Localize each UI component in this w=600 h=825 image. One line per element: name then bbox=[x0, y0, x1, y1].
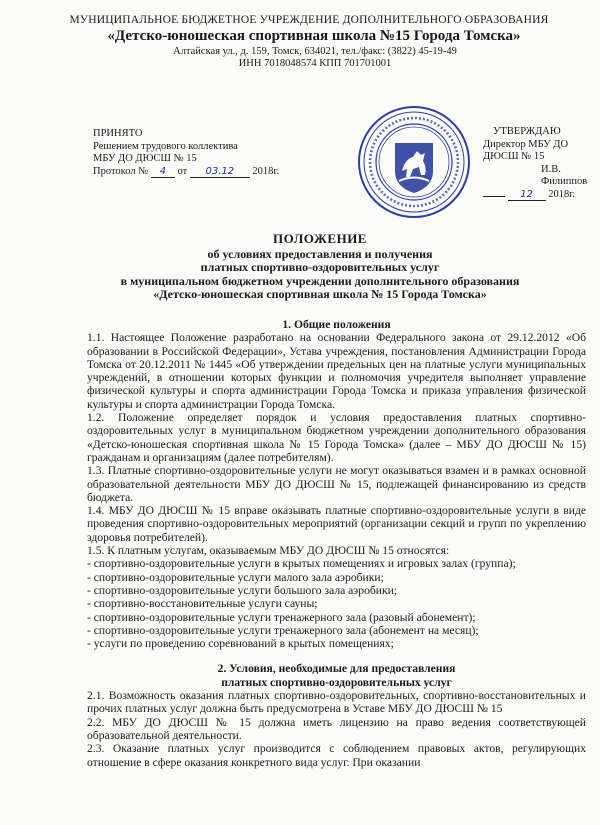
letterhead bbox=[0, 14, 600, 69]
clause-1-1: 1.1. Настоящее Положение разработано на основании Федерального закона от 29.12.2012 «Об образовании в Российской Федерации», Устава учреждения, постановления Администрации Города Томска от 20.12.2011 № 1445 «Об утверждении предельных цен на платные услуги муниципальных учреждений, в отношении которых функции и полномочия учредителя выполняет управление физической культуры и спорта администрации Города Томска и приказа управления физической культуры и спорта администрации Города Томска. bbox=[87, 331, 586, 411]
clause-2-2: 2.2. МБУ ДО ДЮСШ № 15 должна иметь лицензию на право ведения соответствующей образовательной деятельности. bbox=[87, 715, 586, 742]
clause-1-3: 1.3. Платные спортивно-оздоровительные услуги не могут оказываться взамен и в рамках основной образовательной деятельности МБУ ДО ДЮСШ № 15, подлежащей финансированию из средств бюджета. bbox=[87, 464, 586, 504]
approver-position: Директор МБУ ДО bbox=[483, 138, 569, 150]
accepted-title: ПРИНЯТО bbox=[93, 128, 143, 139]
clause-1-2: 1.2. Положение определяет порядок и условия предоставления платных спортивно-оздоровительных услуг в муниципальном бюджетном учреждении дополнительного образования «Детско-юношеская спортивная школа № 15 Города Томска» (далее – МБУ ДО ДЮСШ № 15) гражданам и организациям (далее потребителям). bbox=[87, 411, 586, 464]
document-title-line3: в муниципальном бюджетном учреждении дополнительного образования bbox=[120, 273, 520, 288]
document-title bbox=[60, 232, 580, 302]
org-type: МУНИЦИПАЛЬНОЕ БЮДЖЕТНОЕ УЧРЕЖДЕНИЕ ДОПОЛНИТЕЛЬНОГО ОБРАЗОВАНИЯ bbox=[69, 14, 549, 26]
org-tax-ids: ИНН 7018048574 КПП 701701001 bbox=[238, 58, 392, 69]
list-item: - спортивно-оздоровительные услуги малого зала аэробики; bbox=[87, 570, 384, 584]
protocol-from-label: от bbox=[177, 165, 188, 177]
section1-heading: 1. Общие положения bbox=[282, 318, 391, 331]
clause-2-3: 2.3. Оказание платных услуг производится с соблюдением правовых актов, регулирующих отношение в сфере оказания конкретного вида услуг. При оказании bbox=[87, 742, 586, 769]
approved-title: УТВЕРЖДАЮ bbox=[493, 126, 561, 137]
protocol-line bbox=[93, 166, 279, 179]
document-title-main: ПОЛОЖЕНИЕ bbox=[273, 231, 367, 246]
document-title-line2: платных спортивно-оздоровительных услуг bbox=[200, 260, 440, 274]
approval-year: 2018г. bbox=[548, 188, 575, 200]
accepted-block bbox=[93, 128, 279, 178]
approval-date-line bbox=[483, 189, 600, 202]
clause-1-4: 1.4. МБУ ДО ДЮСШ № 15 вправе оказывать платные спортивно-оздоровительные услуги в виде проведения спортивно-оздоровительных мероприятий (организации секций и групп по укреплению здоровья потребителей). bbox=[87, 504, 586, 544]
clause-2-1: 2.1. Возможность оказания платных спортивно-оздоровительных, спортивно-восстановительных и прочих платных услуг должна быть предусмотрена в Уставе МБУ ДО ДЮСШ № 15 bbox=[87, 689, 586, 716]
protocol-number: 4 bbox=[151, 167, 175, 178]
list-item: - спортивно-оздоровительные услуги большого зала аэробики; bbox=[87, 583, 398, 597]
accepted-org-line: МБУ ДО ДЮСШ № 15 bbox=[93, 153, 197, 164]
list-item: - спортивно-оздоровительные услуги тренажерного зала (абонемент на месяц); bbox=[87, 623, 479, 637]
approver-name: И.В. Филиппов bbox=[541, 163, 588, 187]
document-title-line4: «Детско-юношеская спортивная школа № 15 Города Томска» bbox=[153, 287, 487, 301]
org-name: «Детско-юношеская спортивная школа №15 Города Томска» bbox=[107, 28, 521, 44]
protocol-prefix: Протокол № bbox=[93, 165, 149, 177]
approved-block bbox=[483, 126, 600, 201]
list-item: - услуги по проведению соревнований в крытых помещениях; bbox=[87, 637, 394, 651]
approver-org: ДЮСШ № 15 bbox=[483, 151, 545, 162]
document-title-line1: об условиях предоставления и получения bbox=[207, 246, 433, 261]
approval-day bbox=[483, 196, 505, 197]
list-item: - спортивно-оздоровительные услуги в крытых помещениях и игровых залах (группа); bbox=[87, 557, 516, 571]
list-item: - спортивно-восстановительные услуги сауны; bbox=[87, 597, 318, 611]
list-item: - спортивно-оздоровительные услуги тренажерного зала (разовый абонемент); bbox=[87, 610, 476, 624]
official-seal-icon bbox=[355, 103, 473, 221]
document-body bbox=[87, 318, 586, 769]
section2-heading-line1: 2. Условия, необходимые для предоставления bbox=[217, 662, 456, 676]
protocol-year: 2018г. bbox=[252, 165, 280, 177]
section2-heading-line2: платных спортивно-оздоровительных услуг bbox=[221, 675, 452, 689]
protocol-date: 03.12 bbox=[190, 167, 250, 178]
approval-month: 12 bbox=[508, 190, 546, 201]
clause-1-5: 1.5. К платным услугам, оказываемым МБУ ДО ДЮСШ № 15 относятся: bbox=[87, 544, 450, 558]
accepted-by-line: Решением трудового коллектива bbox=[93, 140, 238, 152]
org-address: Алтайская ул., д. 159, Томск, 634021, тел./факс: (3822) 45-19-49 bbox=[173, 46, 457, 57]
